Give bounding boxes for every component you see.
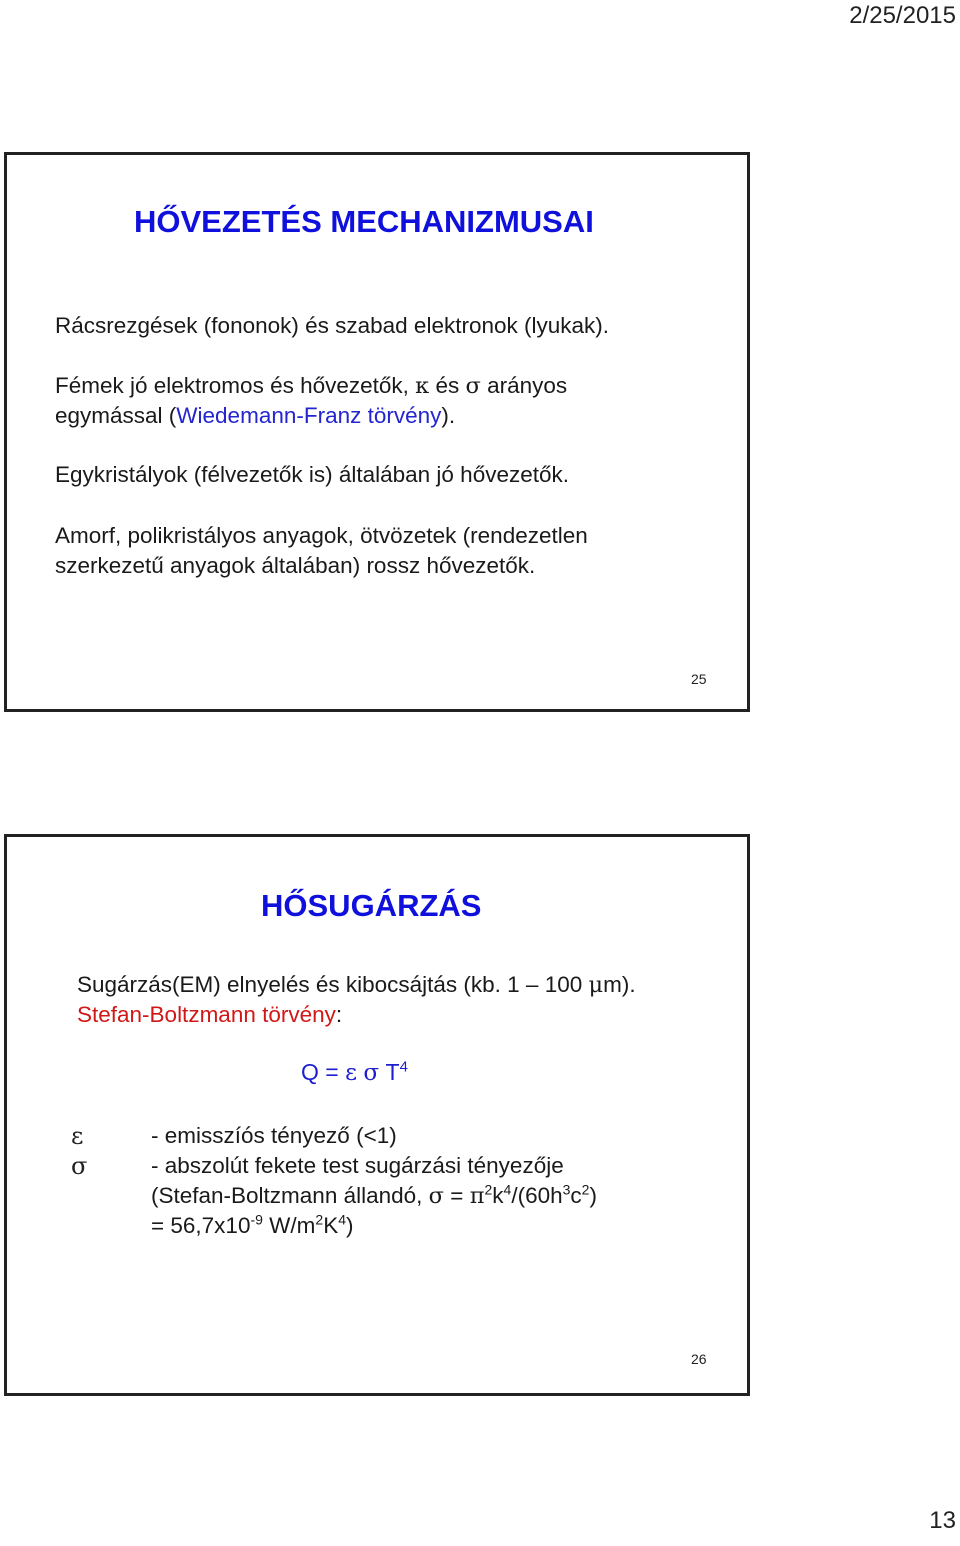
constant-value bbox=[151, 1211, 597, 1241]
text: Sugárzás(EM) elnyelés és kibocsájtás (kb. 1 – 100 bbox=[77, 972, 589, 997]
exponent: 4 bbox=[338, 1211, 347, 1228]
constant-formula bbox=[151, 1181, 597, 1211]
epsilon-symbol: ε bbox=[345, 1060, 358, 1086]
text: /(60h bbox=[511, 1183, 563, 1208]
exponent: 2 bbox=[484, 1181, 493, 1198]
text: ). bbox=[441, 403, 456, 428]
text: Q = bbox=[301, 1059, 346, 1085]
text: arányos bbox=[480, 373, 568, 398]
pi-symbol: π bbox=[469, 1183, 485, 1209]
slide-25 bbox=[4, 152, 750, 712]
text: ) bbox=[589, 1183, 597, 1208]
sigma-symbol: σ bbox=[428, 1183, 445, 1209]
law-name: Stefan-Boltzmann törvény bbox=[77, 1002, 336, 1027]
text: (Stefan-Boltzmann állandó, bbox=[151, 1183, 429, 1208]
slide-number: 26 bbox=[691, 1351, 707, 1367]
sigma-symbol: σ bbox=[465, 373, 481, 399]
text: Fémek jó elektromos és hővezetők, bbox=[55, 373, 416, 398]
text: : bbox=[335, 1002, 343, 1027]
exponent: -9 bbox=[250, 1211, 263, 1228]
exponent: 3 bbox=[562, 1181, 571, 1198]
page-number: 13 bbox=[929, 1507, 956, 1535]
paragraph-metals bbox=[55, 371, 567, 431]
text: W/m bbox=[262, 1213, 316, 1238]
sigma-definition: - abszolút fekete test sugárzási tényezője bbox=[151, 1153, 564, 1178]
sigma-symbol: σ bbox=[71, 1152, 88, 1180]
symbol-column bbox=[71, 1121, 87, 1181]
epsilon-definition: - emisszíós tényező (<1) bbox=[151, 1123, 397, 1148]
text: Amorf, polikristályos anyagok, ötvözetek (rendezetlen bbox=[55, 523, 588, 548]
paragraph-lattice-vibrations: Rácsrezgések (fononok) és szabad elektronok (lyukak). bbox=[55, 313, 610, 338]
paragraph-single-crystals: Egykristályok (félvezetők is) általában jó hővezetők. bbox=[55, 462, 569, 487]
page-date: 2/25/2015 bbox=[849, 2, 956, 29]
slide-title: HŐSUGÁRZÁS bbox=[261, 888, 482, 923]
exponent: 2 bbox=[315, 1211, 324, 1228]
paragraph-radiation bbox=[77, 970, 636, 1030]
slide-title: HŐVEZETÉS MECHANIZMUSAI bbox=[134, 204, 594, 239]
kappa-symbol: κ bbox=[415, 373, 430, 399]
sigma-symbol: σ bbox=[363, 1060, 380, 1086]
text: = bbox=[444, 1183, 470, 1208]
exponent: 4 bbox=[503, 1181, 512, 1198]
stefan-boltzmann-formula bbox=[301, 1059, 408, 1086]
text: ) bbox=[346, 1213, 354, 1238]
mu-symbol: μ bbox=[588, 972, 604, 998]
text: K bbox=[323, 1213, 339, 1238]
definition-list bbox=[151, 1121, 597, 1241]
text: k bbox=[492, 1183, 504, 1208]
exponent: 4 bbox=[399, 1058, 408, 1076]
slide-26 bbox=[4, 834, 750, 1396]
text: m). bbox=[603, 972, 636, 997]
paragraph-amorphous bbox=[55, 521, 588, 581]
exponent: 2 bbox=[581, 1181, 590, 1198]
text: egymással ( bbox=[55, 403, 177, 428]
text: T bbox=[379, 1059, 400, 1085]
epsilon-symbol: ε bbox=[71, 1122, 84, 1150]
text: = 56,7x10 bbox=[151, 1213, 251, 1238]
text: c bbox=[570, 1183, 582, 1208]
slide-number: 25 bbox=[691, 671, 707, 687]
text: szerkezetű anyagok általában) rossz hővezetők. bbox=[55, 553, 536, 578]
law-name: Wiedemann-Franz törvény bbox=[176, 403, 442, 428]
text: és bbox=[429, 373, 466, 398]
